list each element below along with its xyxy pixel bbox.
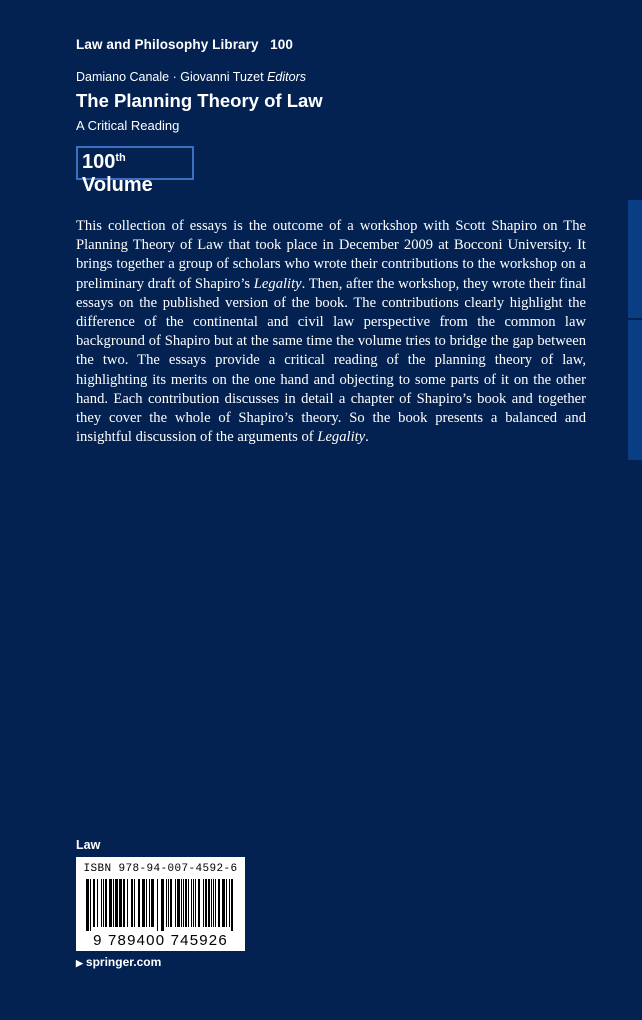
publisher-link[interactable]: [76, 955, 161, 969]
barcode-bar: [90, 879, 91, 931]
isbn-text: ISBN 978-94-007-4592-6: [83, 863, 238, 875]
barcode-bar: [175, 879, 176, 927]
blurb-italic-legality-2: Legality: [317, 429, 366, 446]
barcode-bar: [149, 879, 150, 927]
book-subtitle: A Critical Reading: [76, 118, 180, 133]
barcode-bar: [115, 879, 118, 927]
barcode-bar: [193, 879, 194, 927]
publisher-url: springer.com: [85, 955, 162, 969]
editor-names: Damiano Canale · Giovanni Tuzet: [76, 70, 264, 84]
arrow-right-icon: ▶: [76, 958, 83, 968]
barcode-bar: [231, 879, 233, 931]
barcode-bar: [157, 879, 158, 931]
barcode-bar: [103, 879, 104, 927]
book-title: The Planning Theory of Law: [76, 90, 323, 111]
volume-word: Volume: [82, 174, 153, 196]
barcode-bar: [185, 879, 187, 927]
barcode-bar: [119, 879, 122, 927]
barcode-bar: [213, 879, 214, 927]
blurb-part-1: This collection of essays is the outcome of a workshop with Scott Shapiro on The Planning Theory of Law that took place in December 2009 at Bocconi University. It brings together a group of scholars who wrote their contributions to the workshop on a preliminary draft of Shapiro’s: [76, 218, 586, 292]
barcode-bar: [183, 879, 184, 927]
barcode-bar: [101, 879, 102, 927]
edge-color-strip: [628, 200, 642, 460]
series-name: Law and Philosophy Library 100: [76, 37, 294, 52]
blurb-part-2: . Then, after the workshop, they wrote their final essays on the published version of the book. The contributions clearly highlight the difference of the continental and civil law perspective from the common law background of Shapiro but at the same time the volume tries to bridge the gap between the two. The essays provide a critical reading of the planning theory of law, highlighting its merits on the one hand and objecting to some parts of it on the other hand. Each contribution discusses in detail a chapter of Shapiro’s book and together they cover the whole of Shapiro’s theory. So the book presents a balanced and insightful discussion of the arguments of: [76, 275, 586, 446]
barcode-bar: [123, 879, 125, 927]
barcode-bar: [97, 879, 98, 927]
blurb-italic-legality-1: Legality: [253, 275, 302, 292]
barcode-bars: [84, 879, 237, 931]
barcode-bar: [188, 879, 189, 927]
volume-ordinal: th: [115, 152, 126, 164]
barcode-bar: [86, 879, 89, 931]
barcode-bar: [151, 879, 154, 927]
barcode-bar: [215, 879, 216, 927]
barcode-bar: [198, 879, 200, 927]
barcode-bar: [131, 879, 133, 927]
barcode-bar: [205, 879, 207, 927]
barcode-bar: [208, 879, 210, 927]
barcode-bar: [105, 879, 107, 927]
barcode-bar: [226, 879, 227, 927]
back-cover-blurb: [76, 217, 586, 447]
barcode-bar: [134, 879, 135, 927]
barcode-bar: [142, 879, 145, 927]
barcode-bar: [166, 879, 167, 927]
barcode-bar: [161, 879, 164, 931]
barcode-bar: [93, 879, 95, 927]
barcode-bar: [168, 879, 169, 927]
editors-line: [76, 70, 306, 84]
editors-role: Editors: [267, 70, 306, 84]
subject-category: Law: [76, 838, 101, 852]
volume-number: 100: [82, 151, 116, 173]
volume-badge: [76, 146, 194, 196]
isbn-barcode: [76, 857, 245, 951]
barcode-bar: [177, 879, 180, 927]
barcode-bar: [222, 879, 225, 927]
barcode-bar: [195, 879, 196, 927]
blurb-part-3: .: [365, 429, 369, 446]
barcode-bar: [146, 879, 147, 927]
ean-number: 9 789400 745926: [93, 932, 228, 949]
barcode-bar: [170, 879, 172, 927]
barcode-bar: [181, 879, 182, 927]
barcode-bar: [109, 879, 112, 927]
barcode-bar: [127, 879, 128, 927]
barcode-bar: [229, 879, 230, 927]
barcode-bar: [138, 879, 140, 927]
barcode-bar: [191, 879, 192, 927]
barcode-bar: [113, 879, 114, 927]
barcode-bar: [218, 879, 220, 927]
barcode-bar: [211, 879, 212, 927]
barcode-bar: [203, 879, 204, 927]
